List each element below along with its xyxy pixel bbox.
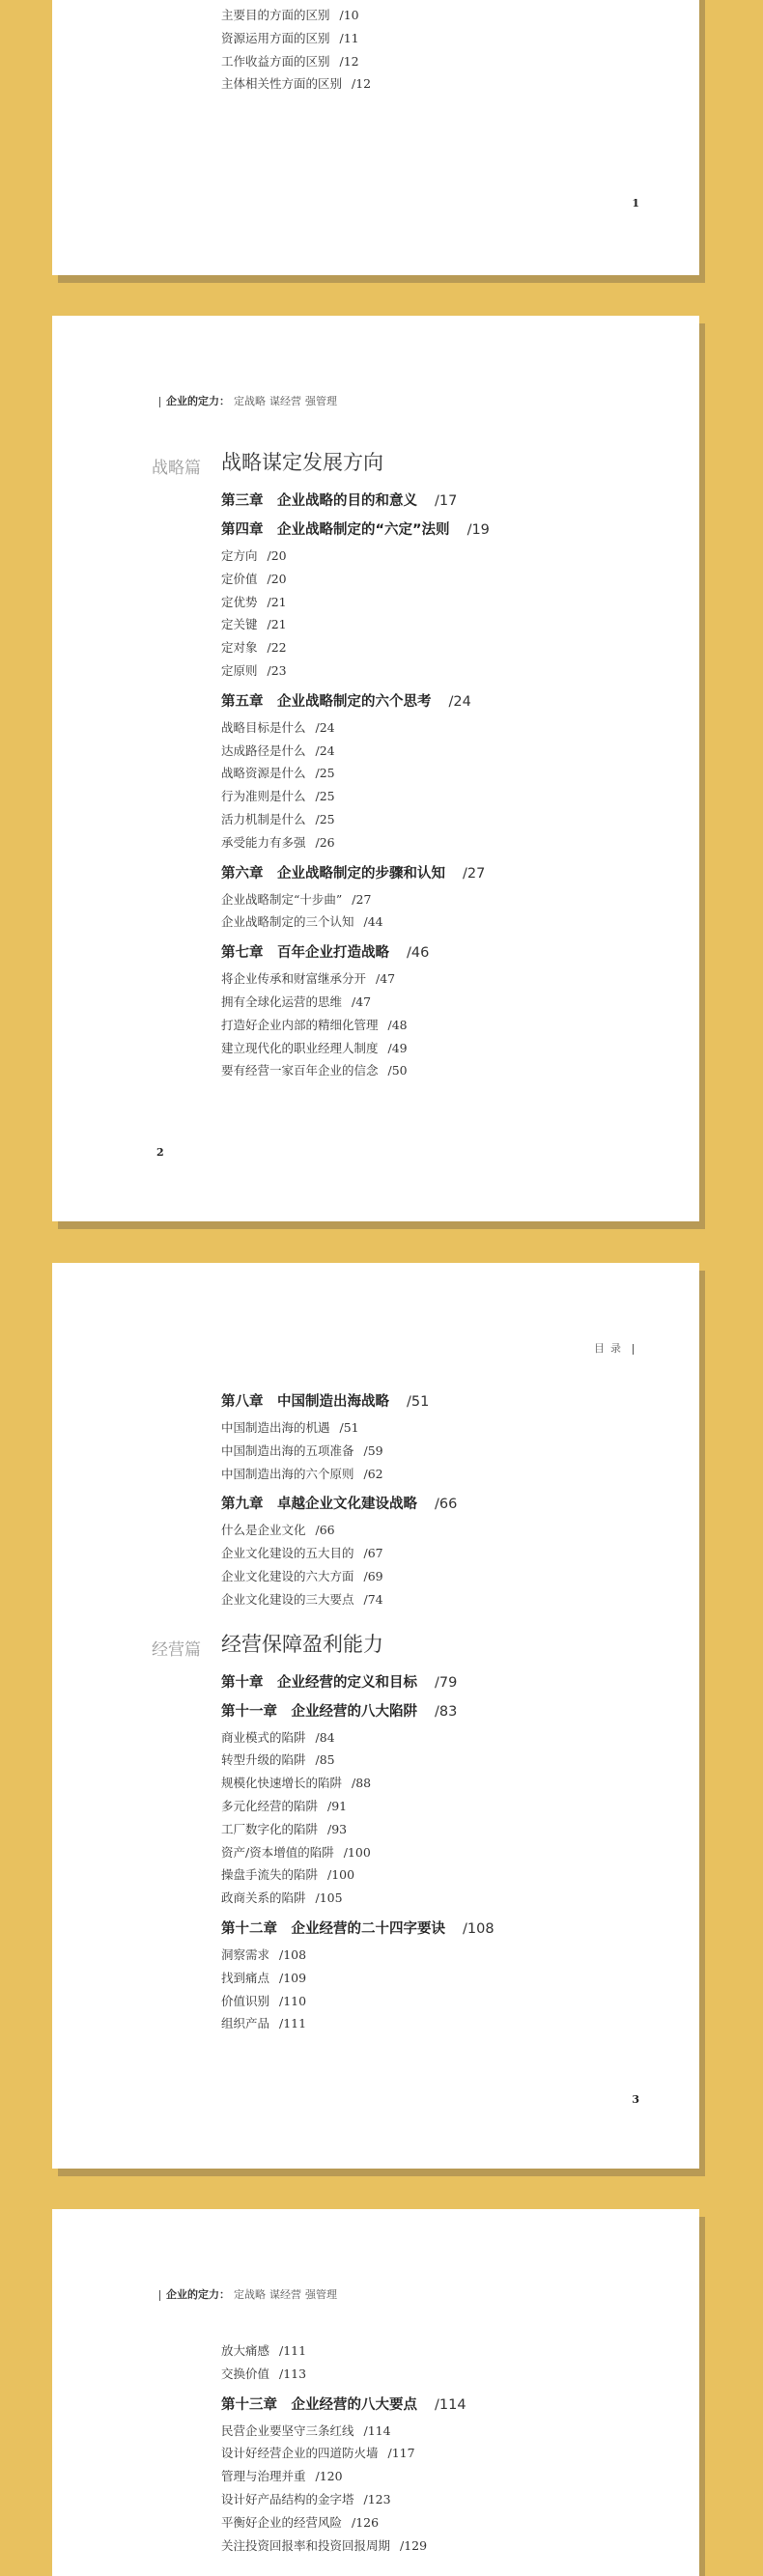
item-page: /22 <box>267 640 287 656</box>
item-label: 设计好产品结构的金字塔 <box>221 2491 354 2506</box>
item-page: /21 <box>267 617 287 632</box>
item-label: 定关键 <box>221 617 258 632</box>
chapter-page: /19 <box>466 522 490 538</box>
item-page: /50 <box>387 1063 408 1078</box>
toc-item <box>221 1588 661 1611</box>
toc-item <box>221 1749 661 1772</box>
item-label: 定价值 <box>221 571 258 586</box>
item-label: 建立现代化的职业经理人制度 <box>221 1040 379 1055</box>
item-page: /20 <box>267 571 287 586</box>
book-title: 企业的定力： <box>166 2288 230 2301</box>
toc-item <box>221 72 661 96</box>
chapter-page: /51 <box>407 1394 430 1410</box>
toc-page-1 <box>52 0 699 275</box>
item-label: 转型升级的陷阱 <box>221 1752 306 1768</box>
subtitle-1: 定战略 <box>234 395 266 407</box>
item-label: 关注投资回报率和投资回报周期 <box>221 2537 391 2553</box>
item-label: 中国制造出海的六个原则 <box>221 1466 354 1481</box>
toc-item <box>221 1519 661 1542</box>
item-page: /88 <box>352 1776 372 1791</box>
toc-item <box>221 1967 661 1990</box>
item-label: 拥有全球化运营的思维 <box>221 994 343 1009</box>
item-page: /47 <box>376 971 396 987</box>
chapter-heading <box>221 1919 661 1939</box>
toc-item <box>221 1863 661 1887</box>
item-label: 管理与治理并重 <box>221 2469 306 2484</box>
chapter-heading <box>221 2395 661 2415</box>
toc-item <box>221 636 661 659</box>
item-label: 定优势 <box>221 594 258 609</box>
item-page: /11 <box>339 30 359 45</box>
toc-body <box>152 1383 661 2035</box>
item-label: 企业文化建设的五大目的 <box>221 1546 354 1561</box>
item-page: /26 <box>315 834 335 850</box>
toc-page-3 <box>52 1263 699 2169</box>
toc-item <box>221 568 661 591</box>
item-page: /111 <box>279 2343 307 2358</box>
chapter-heading <box>221 864 661 883</box>
item-page: /67 <box>363 1546 383 1561</box>
item-label: 企业战略制定“十步曲” <box>221 891 343 907</box>
item-label: 将企业传承和财富继承分开 <box>221 971 367 987</box>
chapter-title: 第十二章 企业经营的二十四字要诀 <box>221 1920 445 1937</box>
item-label: 定方向 <box>221 548 258 563</box>
chapter-heading <box>221 491 661 511</box>
chapter-page: /27 <box>463 865 486 882</box>
toc-item <box>221 831 661 854</box>
item-label: 规模化快速增长的陷阱 <box>221 1776 343 1791</box>
toc-item <box>221 2488 661 2511</box>
toc-item <box>221 716 661 740</box>
item-page: /10 <box>339 8 359 22</box>
item-page: /62 <box>363 1466 383 1481</box>
item-page: /120 <box>315 2469 343 2484</box>
chapter-title: 第十章 企业经营的定义和目标 <box>221 1674 417 1691</box>
item-page: /66 <box>315 1523 335 1538</box>
chapter-title: 第三章 企业战略的目的和意义 <box>221 493 417 509</box>
part-tag: 战略篇 <box>152 459 201 478</box>
book-title: 企业的定力： <box>166 395 230 407</box>
chapter-title: 第五章 企业战略制定的六个思考 <box>221 693 432 710</box>
item-page: /110 <box>279 1993 307 2008</box>
header-bar <box>159 397 160 407</box>
item-page: /114 <box>363 2422 391 2438</box>
chapter-page: /66 <box>435 1497 458 1513</box>
item-page: /109 <box>279 1970 307 1985</box>
toc-item <box>221 1014 661 1037</box>
toc-body <box>152 441 661 1082</box>
subtitle-2: 谋经营 <box>269 2288 301 2301</box>
item-label: 组织产品 <box>221 2016 270 2031</box>
toc-item <box>221 613 661 636</box>
item-label: 企业文化建设的六大方面 <box>221 1568 354 1583</box>
subtitle-3: 强管理 <box>305 2288 337 2301</box>
item-page: /129 <box>400 2537 428 2553</box>
chapter-heading <box>221 1673 661 1693</box>
subtitle-2: 谋经营 <box>269 395 301 407</box>
toc-item <box>221 910 661 934</box>
page1-items <box>221 0 661 96</box>
item-label: 资源运用方面的区别 <box>221 30 330 45</box>
chapter-page: /79 <box>435 1674 458 1691</box>
item-label: 民营企业要坚守三条红线 <box>221 2422 354 2438</box>
chapter-list <box>221 1392 661 1611</box>
toc-item <box>221 1887 661 1910</box>
item-label: 中国制造出海的机遇 <box>221 1420 330 1435</box>
item-label: 多元化经营的陷阱 <box>221 1798 319 1813</box>
page-number: 2 <box>156 1146 164 1159</box>
chapter-title: 第十三章 企业经营的八大要点 <box>221 2396 417 2413</box>
part-heading <box>152 1629 661 1662</box>
page-number: 1 <box>632 197 639 210</box>
toc-item <box>221 2363 661 2386</box>
toc-item <box>221 967 661 991</box>
chapter-heading <box>221 692 661 712</box>
toc-item <box>221 2339 661 2363</box>
toc-item <box>221 888 661 911</box>
toc-item <box>221 762 661 785</box>
toc-item <box>221 2465 661 2488</box>
chapter-heading <box>221 1495 661 1514</box>
item-label: 定对象 <box>221 640 258 656</box>
part-title: 经营保障盈利能力 <box>221 1632 383 1656</box>
chapter-heading <box>221 520 661 540</box>
chapter-list <box>221 1673 661 2036</box>
item-label: 主体相关性方面的区别 <box>221 76 343 92</box>
item-page: /123 <box>363 2491 391 2506</box>
toc-page-4 <box>52 2209 699 2576</box>
item-page: /48 <box>387 1017 408 1032</box>
toc-item <box>221 1726 661 1750</box>
running-header <box>154 393 337 408</box>
toc-item <box>221 1440 661 1463</box>
subtitle-3: 强管理 <box>305 395 337 407</box>
item-label: 企业战略制定的三个认知 <box>221 914 354 930</box>
item-label: 企业文化建设的三大要点 <box>221 1591 354 1607</box>
item-page: /59 <box>363 1442 383 1458</box>
item-label: 主要目的方面的区别 <box>221 8 330 22</box>
toc-item <box>221 27 661 50</box>
toc-item <box>221 1463 661 1486</box>
item-page: /12 <box>352 76 372 92</box>
toc-item <box>221 1841 661 1864</box>
item-label: 交换价值 <box>221 2366 270 2381</box>
item-page: /12 <box>339 53 359 69</box>
item-page: /21 <box>267 594 287 609</box>
toc-item <box>221 545 661 568</box>
item-page: /85 <box>315 1752 335 1768</box>
item-page: /23 <box>267 662 287 678</box>
chapter-list <box>221 491 661 1082</box>
chapter-list <box>221 2395 661 2558</box>
item-label: 商业模式的陷阱 <box>221 1729 306 1745</box>
item-label: 战略目标是什么 <box>221 719 306 735</box>
toc-item <box>221 1818 661 1841</box>
item-label: 洞察需求 <box>221 1946 270 1962</box>
chapter-title: 第九章 卓越企业文化建设战略 <box>221 1497 417 1513</box>
toc-item <box>221 1542 661 1565</box>
item-label: 政商关系的陷阱 <box>221 1890 306 1906</box>
toc-page-2 <box>52 316 699 1221</box>
chapter-heading <box>221 1392 661 1412</box>
item-page: /20 <box>267 548 287 563</box>
toc-item <box>221 1772 661 1795</box>
item-label: 定原则 <box>221 662 258 678</box>
toc-item <box>221 1416 661 1440</box>
item-page: /27 <box>352 891 372 907</box>
item-label: 战略资源是什么 <box>221 766 306 781</box>
item-label: 设计好经营企业的四道防火墙 <box>221 2446 379 2461</box>
header-bar <box>633 1344 634 1355</box>
item-page: /25 <box>315 789 335 804</box>
chapter-page: /114 <box>435 2396 466 2413</box>
toc-item <box>221 1990 661 2013</box>
item-page: /51 <box>339 1420 359 1435</box>
item-label: 价值识别 <box>221 1993 270 2008</box>
item-page: /84 <box>315 1729 335 1745</box>
page-number: 3 <box>632 2093 639 2106</box>
item-page: /69 <box>363 1568 383 1583</box>
toc-item <box>221 991 661 1014</box>
header-label: 目录 <box>594 1342 627 1355</box>
item-label: 操盘手流失的陷阱 <box>221 1867 319 1883</box>
item-page: /108 <box>279 1946 307 1962</box>
toc-item <box>221 50 661 73</box>
item-page: /25 <box>315 811 335 826</box>
toc-item <box>221 808 661 831</box>
item-label: 打造好企业内部的精细化管理 <box>221 1017 379 1032</box>
toc-item <box>221 1565 661 1588</box>
item-page: /111 <box>279 2016 307 2031</box>
item-label: 达成路径是什么 <box>221 742 306 758</box>
running-header <box>594 1340 639 1356</box>
item-label: 工厂数字化的陷阱 <box>221 1821 319 1836</box>
toc-item <box>221 740 661 763</box>
item-label: 承受能力有多强 <box>221 834 306 850</box>
toc-item <box>221 785 661 808</box>
item-page: /91 <box>327 1798 348 1813</box>
item-page: /113 <box>279 2366 307 2381</box>
chapter-page: /46 <box>407 945 430 962</box>
item-label: 放大痛感 <box>221 2343 270 2358</box>
toc-item <box>221 2420 661 2443</box>
toc-item <box>221 2534 661 2558</box>
item-label: 资产/资本增值的陷阱 <box>221 1844 334 1860</box>
toc-item <box>221 1795 661 1818</box>
toc-item <box>221 659 661 683</box>
chapter-title: 第四章 企业战略制定的“六定”法则 <box>221 522 450 538</box>
item-page: /24 <box>315 719 335 735</box>
part-title: 战略谋定发展方向 <box>221 451 383 474</box>
toc-item <box>221 1059 661 1082</box>
item-label: 活力机制是什么 <box>221 811 306 826</box>
header-bar <box>159 2290 160 2301</box>
chapter-heading <box>221 943 661 963</box>
item-page: /93 <box>327 1821 348 1836</box>
toc-item <box>221 2511 661 2534</box>
item-page: /49 <box>387 1040 408 1055</box>
item-label: 找到痛点 <box>221 1970 270 1985</box>
chapter-title: 第八章 中国制造出海战略 <box>221 1394 389 1410</box>
item-page: /44 <box>363 914 383 930</box>
toc-item <box>221 4 661 27</box>
item-page: /25 <box>315 766 335 781</box>
part-heading <box>152 447 661 480</box>
toc-item <box>221 2012 661 2035</box>
item-page: /74 <box>363 1591 383 1607</box>
item-page: /105 <box>315 1890 343 1906</box>
item-page: /24 <box>315 742 335 758</box>
toc-body <box>221 2339 661 2557</box>
chapter-page: /108 <box>463 1920 495 1937</box>
chapter-title: 第七章 百年企业打造战略 <box>221 945 389 962</box>
subtitle-1: 定战略 <box>234 2288 266 2301</box>
item-label: 要有经营一家百年企业的信念 <box>221 1063 379 1078</box>
item-label: 什么是企业文化 <box>221 1523 306 1538</box>
running-header <box>154 2286 337 2302</box>
chapter-heading <box>221 1702 661 1722</box>
item-page: /117 <box>387 2446 415 2461</box>
item-label: 工作收益方面的区别 <box>221 53 330 69</box>
item-label: 平衡好企业的经营风险 <box>221 2514 343 2530</box>
part-tag: 经营篇 <box>152 1639 201 1660</box>
item-label: 中国制造出海的五项准备 <box>221 1442 354 1458</box>
item-page: /47 <box>352 994 372 1009</box>
toc-item <box>221 2442 661 2465</box>
item-page: /100 <box>343 1844 371 1860</box>
item-label: 行为准则是什么 <box>221 789 306 804</box>
chapter-title: 第十一章 企业经营的八大陷阱 <box>221 1703 417 1720</box>
toc-item <box>221 591 661 614</box>
toc-item <box>221 1037 661 1060</box>
toc-item <box>221 1944 661 1967</box>
chapter-title: 第六章 企业战略制定的步骤和认知 <box>221 865 445 882</box>
item-page: /126 <box>352 2514 380 2530</box>
chapter-page: /83 <box>435 1703 458 1720</box>
item-page: /100 <box>327 1867 355 1883</box>
chapter-page: /24 <box>448 693 471 710</box>
chapter-page: /17 <box>435 493 458 509</box>
